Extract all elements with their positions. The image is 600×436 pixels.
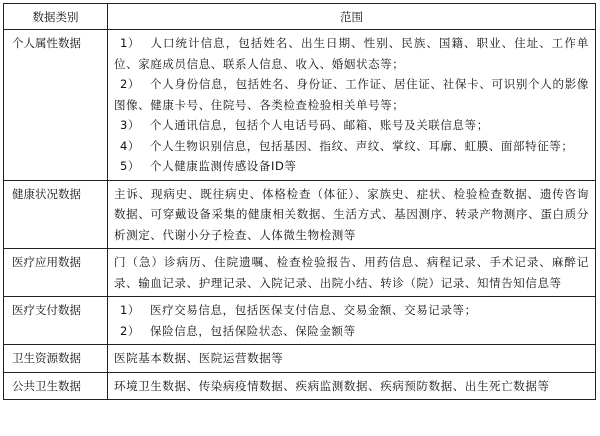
- header-category: 数据类别: [4, 4, 108, 30]
- table-row: [4, 249, 596, 297]
- row-scope: 环境卫生数据、传染病疫情数据、疾病监测数据、疾病预防数据、出生死亡数据等: [108, 372, 596, 400]
- table-row: [4, 372, 596, 400]
- row-scope: 门（急）诊病历、住院遗嘱、检查检验报告、用药信息、病程记录、手术记录、麻醉记录、输血记录、护理记录、入院记录、出院小结、转诊（院）记录、知情告知信息等: [108, 249, 596, 297]
- item-text: 个人身份信息，包括姓名、身份证、工作证、居住证、社保卡、可识别个人的影像图像、健康卡号、住院号、各类检查检验相关单号等；: [114, 77, 589, 112]
- list-item: [114, 300, 589, 321]
- item-number: 5）: [119, 159, 140, 173]
- table-row: [4, 297, 596, 345]
- data-category-table-container: [3, 3, 595, 400]
- row-scope: [108, 297, 596, 345]
- row-scope: 主诉、现病史、既往病史、体格检查（体征）、家族史、症状、检验检查数据、遗传咨询数据、可穿戴设备采集的健康相关数据、生活方式、基因测序、转录产物测序、蛋白质分析测定、代谢小分子检查、人体微生物检测等: [108, 180, 596, 249]
- list-item: [114, 321, 589, 342]
- item-text: 个人通讯信息，包括个人电话号码、邮箱、账号及关联信息等；: [150, 118, 489, 132]
- table-row: [4, 180, 596, 249]
- header-scope: 范围: [108, 4, 596, 30]
- row-category: 卫生资源数据: [4, 345, 108, 373]
- row-scope: [108, 30, 596, 181]
- row-category: 个人属性数据: [4, 30, 108, 181]
- row-category: 医疗支付数据: [4, 297, 108, 345]
- item-number: 2）: [119, 77, 140, 91]
- item-text: 保险信息，包括保险状态、保险金额等: [150, 323, 356, 338]
- item-text: 医疗交易信息，包括医保支付信息、交易金额、交易记录等；: [150, 303, 477, 317]
- table-row: [4, 30, 596, 181]
- item-text: 人口统计信息，包括姓名、出生日期、性别、民族、国籍、职业、住址、工作单位、家庭成员信息、联系人信息、收入、婚姻状态等；: [114, 36, 589, 71]
- row-scope: 医院基本数据、医院运营数据等: [108, 345, 596, 373]
- row-category: 公共卫生数据: [4, 372, 108, 400]
- data-category-table: [3, 3, 596, 400]
- list-item: [114, 136, 589, 157]
- row-category: 健康状况数据: [4, 180, 108, 249]
- row-category: 医疗应用数据: [4, 249, 108, 297]
- item-number: 1）: [119, 36, 140, 50]
- item-text: 个人健康监测传感设备ID等: [150, 159, 297, 173]
- item-number: 4）: [119, 138, 140, 153]
- list-item: [114, 115, 589, 136]
- item-number: 2）: [119, 323, 140, 338]
- item-number: 1）: [119, 303, 140, 317]
- list-item: [114, 156, 589, 177]
- item-number: 3）: [119, 118, 140, 132]
- table-row: [4, 345, 596, 373]
- list-item: [114, 74, 589, 115]
- list-item: [114, 33, 589, 74]
- table-header-row: [4, 4, 596, 30]
- item-text: 个人生物识别信息，包括基因、指纹、声纹、掌纹、耳廓、虹膜、面部特征等；: [150, 138, 574, 153]
